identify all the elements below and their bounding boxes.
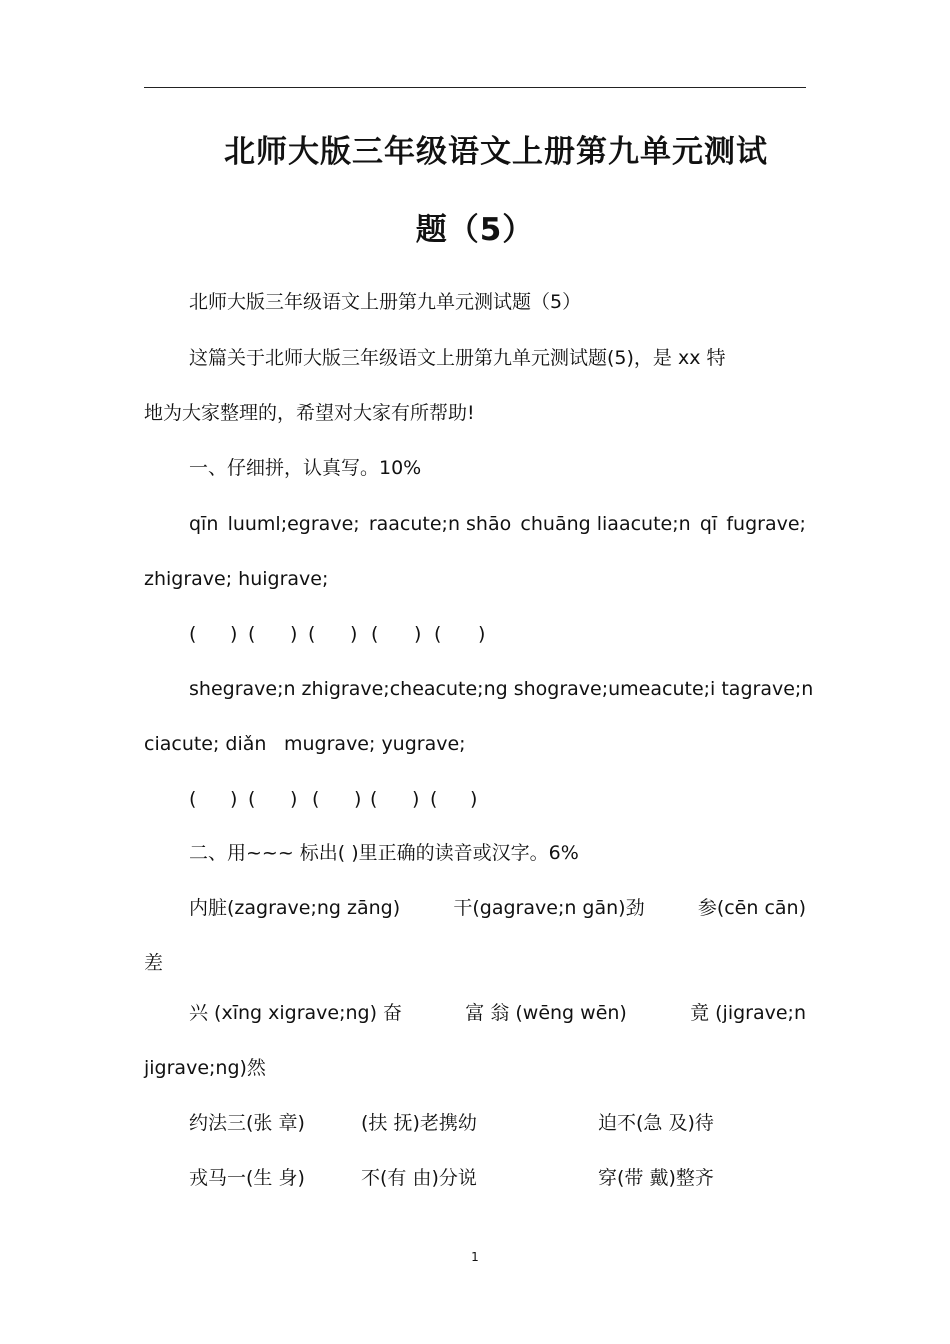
idiom-item: (扶 抚)老携幼 [361, 1112, 477, 1134]
pinyin-item: chuāng liaacute;n [520, 513, 691, 535]
pinyin-item: shegrave;n zhigrave; [189, 678, 390, 700]
pinyin-item: fugrave; [726, 513, 806, 535]
blank-open: ( [248, 623, 256, 645]
blank-open: ( [371, 623, 379, 645]
blank-open: ( [434, 623, 442, 645]
reading-item: 兴 (xīng xigrave;ng) 奋 [189, 1002, 403, 1024]
reading-row-2-cont: jigrave;ng)然 [144, 1057, 266, 1079]
paragraph-intro-1: 这篇关于北师大版三年级语文上册第九单元测试题(5)，是 xx 特 [189, 347, 726, 369]
pinyin-item: ciacute; diǎn [144, 733, 267, 755]
idiom-item: 迫不(急 及)待 [598, 1112, 714, 1134]
idiom-item: 穿(带 戴)整齐 [598, 1167, 714, 1189]
pinyin-row-1 [144, 512, 806, 536]
pinyin-row-1-cont: zhigrave; huigrave; [144, 568, 329, 590]
document-title-line-1: 北师大版三年级语文上册第九单元测试 [224, 134, 768, 170]
blank-close: ) [414, 623, 422, 645]
pinyin-item: qīn [189, 513, 219, 535]
reading-item: 内脏(zagrave;ng zāng) [189, 897, 401, 919]
pinyin-item: meacute;i tagrave;n [620, 678, 814, 700]
reading-item: 参(cēn cān) [697, 897, 806, 919]
reading-row-1-cont: 差 [144, 952, 164, 974]
blank-close: ) [230, 623, 238, 645]
blank-close: ) [478, 623, 486, 645]
blank-open: ( [248, 788, 256, 810]
pinyin-item: mugrave; yugrave; [284, 733, 466, 755]
reading-row-1 [144, 896, 806, 920]
pinyin-item: raacute;n shāo [368, 513, 512, 535]
paragraph-intro-2: 地为大家整理的，希望对大家有所帮助! [144, 402, 475, 424]
reading-row-2 [144, 1001, 806, 1025]
reading-item: 富 翁 (wēng wēn) [465, 1002, 627, 1024]
blank-close: ) [350, 623, 358, 645]
blank-open: ( [312, 788, 320, 810]
pinyin-item: cheacute;ng shograve;u [389, 678, 621, 700]
blank-open: ( [189, 623, 197, 645]
blank-open: ( [370, 788, 378, 810]
blank-open: ( [430, 788, 438, 810]
pinyin-row-2 [144, 677, 814, 701]
answer-blanks-1 [144, 622, 806, 646]
blank-open: ( [189, 788, 197, 810]
blank-close: ) [412, 788, 420, 810]
idiom-item: 约法三(张 章) [189, 1112, 305, 1134]
blank-close: ) [290, 623, 298, 645]
idiom-item: 不(有 由)分说 [361, 1167, 477, 1189]
document-title-line-2: 题（5） [415, 212, 535, 248]
blank-close: ) [230, 788, 238, 810]
idiom-row-2 [144, 1166, 806, 1190]
reading-item: 竟 (jigrave;n [690, 1002, 806, 1024]
blank-close: ) [470, 788, 478, 810]
header-rule [144, 87, 806, 88]
section-1-heading: 一、仔细拼，认真写。10% [189, 457, 422, 479]
section-2-heading: 二、用~~~ 标出( )里正确的读音或汉字。6% [189, 842, 579, 864]
blank-close: ) [290, 788, 298, 810]
idiom-row-1 [144, 1111, 806, 1135]
reading-item: 干(gagrave;n gān)劲 [453, 897, 645, 919]
blank-close: ) [354, 788, 362, 810]
paragraph-subtitle: 北师大版三年级语文上册第九单元测试题（5） [189, 291, 582, 313]
pinyin-item: qī [699, 513, 718, 535]
answer-blanks-2 [144, 787, 806, 811]
pinyin-item: luuml;egrave; [227, 513, 360, 535]
blank-open: ( [308, 623, 316, 645]
idiom-item: 戎马一(生 身) [189, 1167, 305, 1189]
pinyin-row-2-cont [144, 732, 806, 756]
page-number: 1 [471, 1250, 479, 1264]
